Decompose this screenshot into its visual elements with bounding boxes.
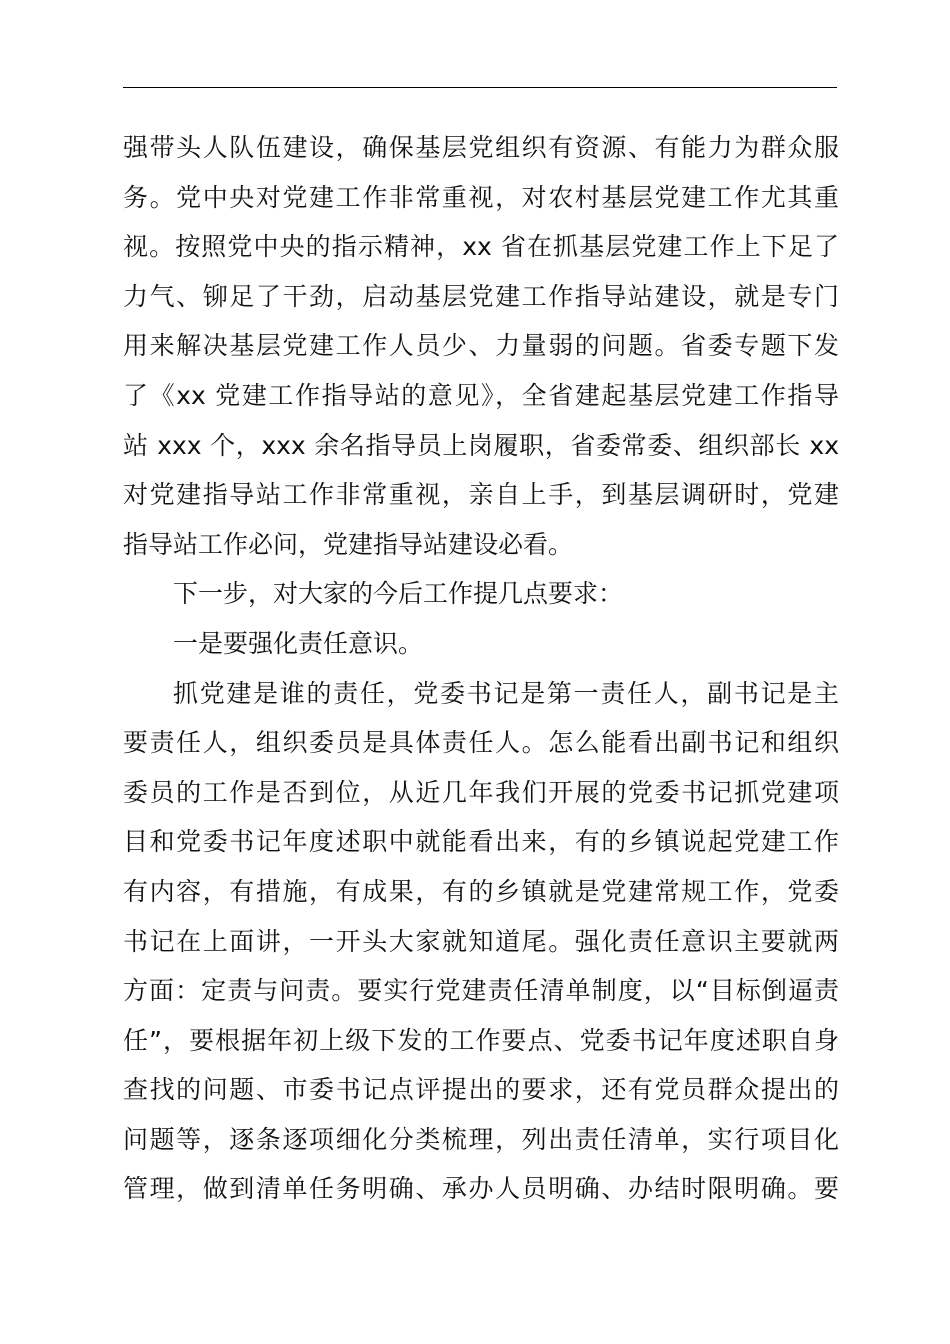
text-line: 了《xx 党建工作指导站的意见》，全省建起基层党建工作指导 (123, 380, 839, 410)
text-line: 任”，要根据年初上级下发的工作要点、党委书记年度述职自身 (123, 1025, 839, 1055)
text-line: 委员的工作是否到位，从近几年我们开展的党委书记抓党建项 (123, 777, 839, 807)
text-line: 视。按照党中央的指示精神，xx 省在抓基层党建工作上下足了 (123, 232, 839, 262)
text-line: 务。党中央对党建工作非常重视，对农村基层党建工作尤其重 (123, 182, 839, 212)
text-line: 站 xxx 个，xxx 余名指导员上岗履职，省委常委、组织部长 xx (123, 430, 839, 460)
text-line: 对党建指导站工作非常重视，亲自上手，到基层调研时，党建 (123, 480, 839, 510)
text-line: 方面：定责与问责。要实行党建责任清单制度，以“目标倒逼责 (123, 976, 839, 1006)
text-line: 书记在上面讲，一开头大家就知道尾。强化责任意识主要就两 (123, 926, 839, 956)
section-heading: 一是要强化责任意识。 (173, 628, 424, 658)
text-line: 查找的问题、市委书记点评提出的要求，还有党员群众提出的 (123, 1075, 839, 1105)
text-line: 强带头人队伍建设，确保基层党组织有资源、有能力为群众服 (123, 133, 839, 162)
text-line: 抓党建是谁的责任，党委书记是第一责任人，副书记是主 (173, 678, 839, 708)
text-line: 有内容，有措施，有成果，有的乡镇就是党建常规工作，党委 (123, 876, 839, 906)
text-line: 要责任人，组织委员是具体责任人。怎么能看出副书记和组织 (123, 728, 839, 758)
document-body (123, 123, 839, 1214)
text-line: 用来解决基层党建工作人员少、力量弱的问题。省委专题下发 (123, 331, 839, 361)
text-line: 力气、铆足了干劲，启动基层党建工作指导站建设，就是专门 (123, 281, 839, 311)
text-line: 目和党委书记年度述职中就能看出来，有的乡镇说起党建工作 (123, 827, 839, 857)
text-line: 指导站工作必问，党建指导站建设必看。 (123, 529, 574, 559)
header-rule (123, 87, 837, 88)
text-line: 问题等，逐条逐项细化分类梳理，列出责任清单，实行项目化 (123, 1124, 839, 1154)
paragraph-heading: 下一步，对大家的今后工作提几点要求： (173, 579, 624, 609)
text-line: 管理，做到清单任务明确、承办人员明确、办结时限明确。要 (123, 1174, 839, 1204)
